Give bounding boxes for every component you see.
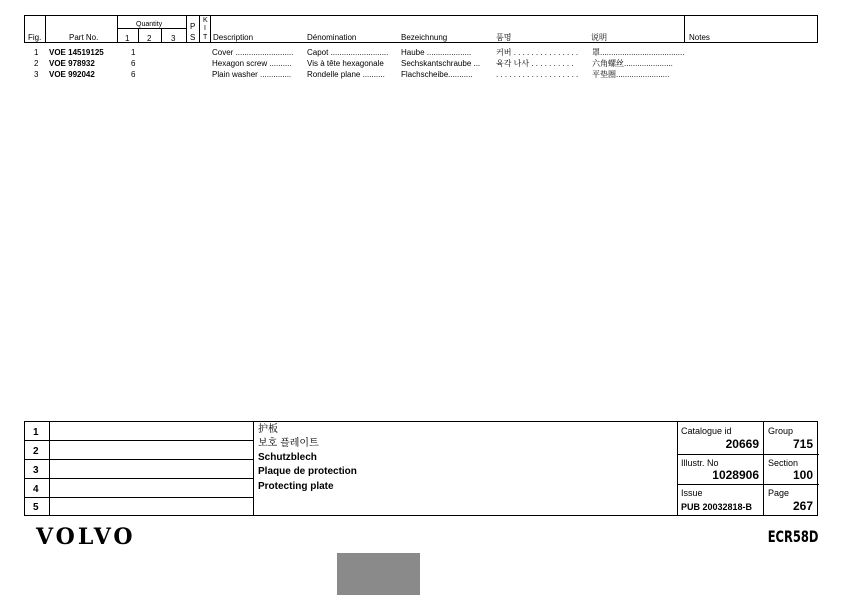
col-bezeichnung: Bezeichnung [401, 33, 448, 42]
section-label: Section [768, 458, 799, 468]
title-block [24, 421, 818, 516]
row-fig: 2 [34, 59, 39, 68]
volvo-logo: VOLVO [36, 524, 136, 550]
row-description: Cover .......................... [212, 48, 294, 57]
page-label: Page [768, 488, 790, 498]
row-korean: 육각 나사 . . . . . . . . . . [496, 59, 574, 68]
group-value: 715 [792, 437, 813, 451]
row-chinese: 六角螺丝...................... [592, 59, 673, 68]
row-qty: 6 [131, 59, 136, 68]
col-notes: Notes [689, 33, 710, 42]
col-kit-t: T [203, 34, 208, 41]
col-kit-i: I [204, 25, 206, 32]
row-bezeichnung: Haube .................... [401, 48, 472, 57]
row-description: Plain washer .............. [212, 70, 292, 79]
issue-value: PUB 20032818-B [681, 502, 753, 512]
title-row-number: 1 [33, 427, 39, 438]
catalogue-label: Catalogue id [681, 426, 732, 436]
part-name-english: Protecting plate [258, 481, 334, 492]
col-fig: Fig. [28, 33, 42, 42]
col-part-no: Part No. [69, 33, 99, 42]
illustr-label: Illustr. No [681, 458, 719, 468]
part-name-german: Schutzblech [258, 452, 317, 463]
row-denomination: Capot .......................... [307, 48, 389, 57]
row-denomination: Vis à tête hexagonale [307, 59, 384, 68]
row-part-no: VOE 14519125 [49, 48, 104, 57]
row-korean: 커버 . . . . . . . . . . . . . . . [496, 48, 579, 57]
row-description: Hexagon screw .......... [212, 59, 292, 68]
row-korean: . . . . . . . . . . . . . . . . . . . [496, 70, 579, 79]
col-quantity: Quantity [136, 21, 163, 28]
catalogue-value: 20669 [725, 437, 759, 451]
row-qty: 1 [131, 48, 136, 57]
row-bezeichnung: Sechskantschraube ... [401, 59, 481, 68]
table-row [24, 47, 818, 58]
page-value: 267 [792, 499, 813, 513]
part-name-chinese: 护板 [258, 424, 278, 435]
row-chinese: 罩...................................... [592, 48, 685, 57]
title-row-number: 3 [33, 465, 39, 476]
illustr-value: 1028906 [712, 468, 759, 482]
row-fig: 3 [34, 70, 39, 79]
table-row [24, 69, 818, 80]
section-value: 100 [792, 468, 813, 482]
row-denomination: Rondelle plane .......... [307, 70, 385, 79]
table-row [24, 58, 818, 69]
title-row-number: 2 [33, 446, 39, 457]
row-bezeichnung: Flachscheibe........... [401, 70, 473, 79]
col-korean: 품명 [496, 33, 512, 42]
col-denomination: Dénomination [307, 33, 357, 42]
row-part-no: VOE 992042 [49, 70, 95, 79]
title-row-number: 4 [33, 484, 39, 495]
row-qty: 6 [131, 70, 136, 79]
issue-label: Issue [681, 488, 703, 498]
parts-table-header [24, 15, 818, 43]
col-p: P [190, 22, 196, 31]
col-description: Description [213, 33, 254, 42]
col-s: S [190, 33, 196, 42]
col-chinese: 说明 [591, 33, 607, 42]
col-qty-2: 2 [147, 34, 152, 43]
row-fig: 1 [34, 48, 39, 57]
model-label: ECR58D [767, 527, 818, 546]
part-name-french: Plaque de protection [258, 466, 357, 477]
col-qty-1: 1 [125, 34, 130, 43]
col-kit-k: K [203, 17, 208, 24]
row-chinese: 平垫圈........................ [592, 70, 670, 79]
row-part-no: VOE 978932 [49, 59, 95, 68]
group-label: Group [768, 426, 794, 436]
gray-placeholder-box [337, 553, 420, 595]
part-name-korean: 보호 플레이트 [258, 438, 319, 449]
title-row-number: 5 [33, 502, 39, 513]
col-qty-3: 3 [171, 34, 176, 43]
